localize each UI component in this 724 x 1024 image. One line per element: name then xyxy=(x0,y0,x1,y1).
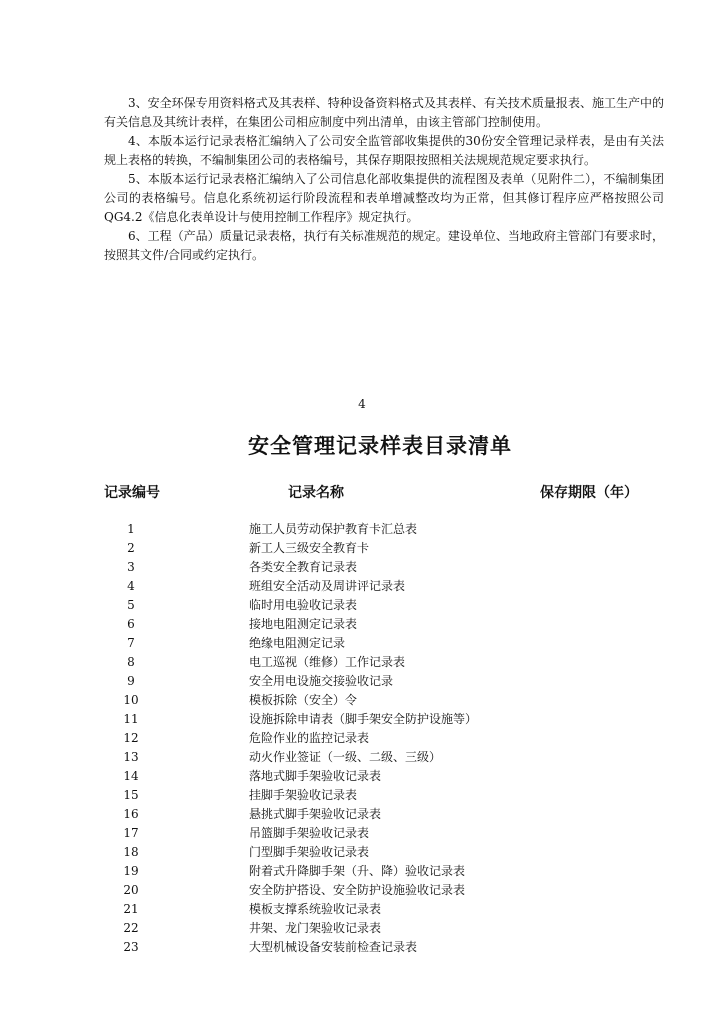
record-row xyxy=(0,786,724,805)
record-name: 危险作业的监控记录表 xyxy=(249,731,370,745)
record-name: 门型脚手架验收记录表 xyxy=(249,845,370,859)
record-list xyxy=(0,520,724,957)
record-name: 模板支撑系统验收记录表 xyxy=(249,902,382,916)
page-title: 安全管理记录样表目录清单 xyxy=(248,434,512,458)
notes-section xyxy=(104,94,664,265)
record-name: 井架、龙门架验收记录表 xyxy=(249,921,382,935)
header-record-name: 记录名称 xyxy=(288,485,344,501)
record-number: 3 xyxy=(127,560,135,574)
record-name: 临时用电验收记录表 xyxy=(249,598,358,612)
record-row xyxy=(0,862,724,881)
record-number: 20 xyxy=(123,883,139,897)
record-number: 22 xyxy=(123,921,139,935)
record-number: 16 xyxy=(123,807,139,821)
page-number: 4 xyxy=(358,397,366,411)
record-row xyxy=(0,881,724,900)
record-number: 13 xyxy=(123,750,139,764)
record-row xyxy=(0,843,724,862)
record-row xyxy=(0,919,724,938)
note-paragraph-4: 4、本版本运行记录表格汇编纳入了公司安全监管部收集提供的30份安全管理记录样表，是由有关法规上表格的转换，不编制集团公司的表格编号，其保存期限按照相关法规规范规定要求执行。 xyxy=(104,134,664,167)
record-name: 安全防护搭设、安全防护设施验收记录表 xyxy=(249,883,466,897)
record-name: 电工巡视（维修）工作记录表 xyxy=(249,655,406,669)
record-row xyxy=(0,900,724,919)
header-record-number: 记录编号 xyxy=(104,485,160,501)
record-name: 附着式升降脚手架（升、降）验收记录表 xyxy=(249,864,466,878)
record-name: 挂脚手架验收记录表 xyxy=(249,788,358,802)
record-number: 1 xyxy=(127,522,135,536)
record-row xyxy=(0,767,724,786)
record-row xyxy=(0,558,724,577)
record-number: 2 xyxy=(127,541,135,555)
record-row xyxy=(0,653,724,672)
record-row xyxy=(0,634,724,653)
record-number: 8 xyxy=(127,655,135,669)
record-row xyxy=(0,672,724,691)
note-paragraph-6: 6、工程（产品）质量记录表格，执行有关标准规范的规定。建设单位、当地政府主管部门有要求时，按照其文件/合同或约定执行。 xyxy=(104,229,664,262)
record-name: 大型机械设备安装前检查记录表 xyxy=(249,940,418,954)
record-row xyxy=(0,691,724,710)
record-name: 落地式脚手架验收记录表 xyxy=(249,769,382,783)
record-name: 吊篮脚手架验收记录表 xyxy=(249,826,370,840)
record-row xyxy=(0,577,724,596)
record-row xyxy=(0,615,724,634)
record-number: 21 xyxy=(123,902,139,916)
record-row xyxy=(0,938,724,957)
record-name: 设施拆除申请表（脚手架安全防护设施等） xyxy=(249,712,478,726)
record-row xyxy=(0,520,724,539)
record-number: 23 xyxy=(123,940,139,954)
record-row xyxy=(0,596,724,615)
record-number: 19 xyxy=(123,864,139,878)
header-retention-period: 保存期限（年） xyxy=(540,485,638,501)
record-name: 施工人员劳动保护教育卡汇总表 xyxy=(249,522,418,536)
record-number: 10 xyxy=(123,693,139,707)
record-row xyxy=(0,824,724,843)
record-number: 15 xyxy=(123,788,139,802)
note-paragraph-5: 5、本版本运行记录表格汇编纳入了公司信息化部收集提供的流程图及表单（见附件二），不编制集团公司的表格编号。信息化系统初运行阶段流程和表单增减整改均为正常，但其修订程序应严格按照公司QG4.2《信息化表单设计与使用控制工作程序》规定执行。 xyxy=(104,172,664,224)
record-number: 14 xyxy=(123,769,139,783)
record-name: 悬挑式脚手架验收记录表 xyxy=(249,807,382,821)
record-number: 6 xyxy=(127,617,135,631)
record-name: 新工人三级安全教育卡 xyxy=(249,541,370,555)
record-name: 绝缘电阻测定记录 xyxy=(249,636,346,650)
record-row xyxy=(0,805,724,824)
record-number: 12 xyxy=(123,731,139,745)
record-name: 接地电阻测定记录表 xyxy=(249,617,358,631)
record-number: 9 xyxy=(127,674,135,688)
record-number: 11 xyxy=(123,712,139,726)
record-number: 18 xyxy=(123,845,139,859)
record-row xyxy=(0,710,724,729)
record-row xyxy=(0,539,724,558)
record-row xyxy=(0,729,724,748)
record-number: 7 xyxy=(127,636,135,650)
record-name: 动火作业签证（一级、二级、三级） xyxy=(249,750,442,764)
record-number: 17 xyxy=(123,826,139,840)
record-number: 4 xyxy=(127,579,135,593)
record-row xyxy=(0,748,724,767)
record-name: 安全用电设施交接验收记录 xyxy=(249,674,394,688)
record-name: 班组安全活动及周讲评记录表 xyxy=(249,579,406,593)
record-name: 各类安全教育记录表 xyxy=(249,560,358,574)
note-paragraph-3: 3、安全环保专用资料格式及其表样、特种设备资料格式及其表样、有关技术质量报表、施工生产中的有关信息及其统计表样，在集团公司相应制度中列出清单，由该主管部门控制使用。 xyxy=(104,96,664,129)
record-number: 5 xyxy=(127,598,135,612)
record-name: 模板拆除（安全）令 xyxy=(249,693,358,707)
